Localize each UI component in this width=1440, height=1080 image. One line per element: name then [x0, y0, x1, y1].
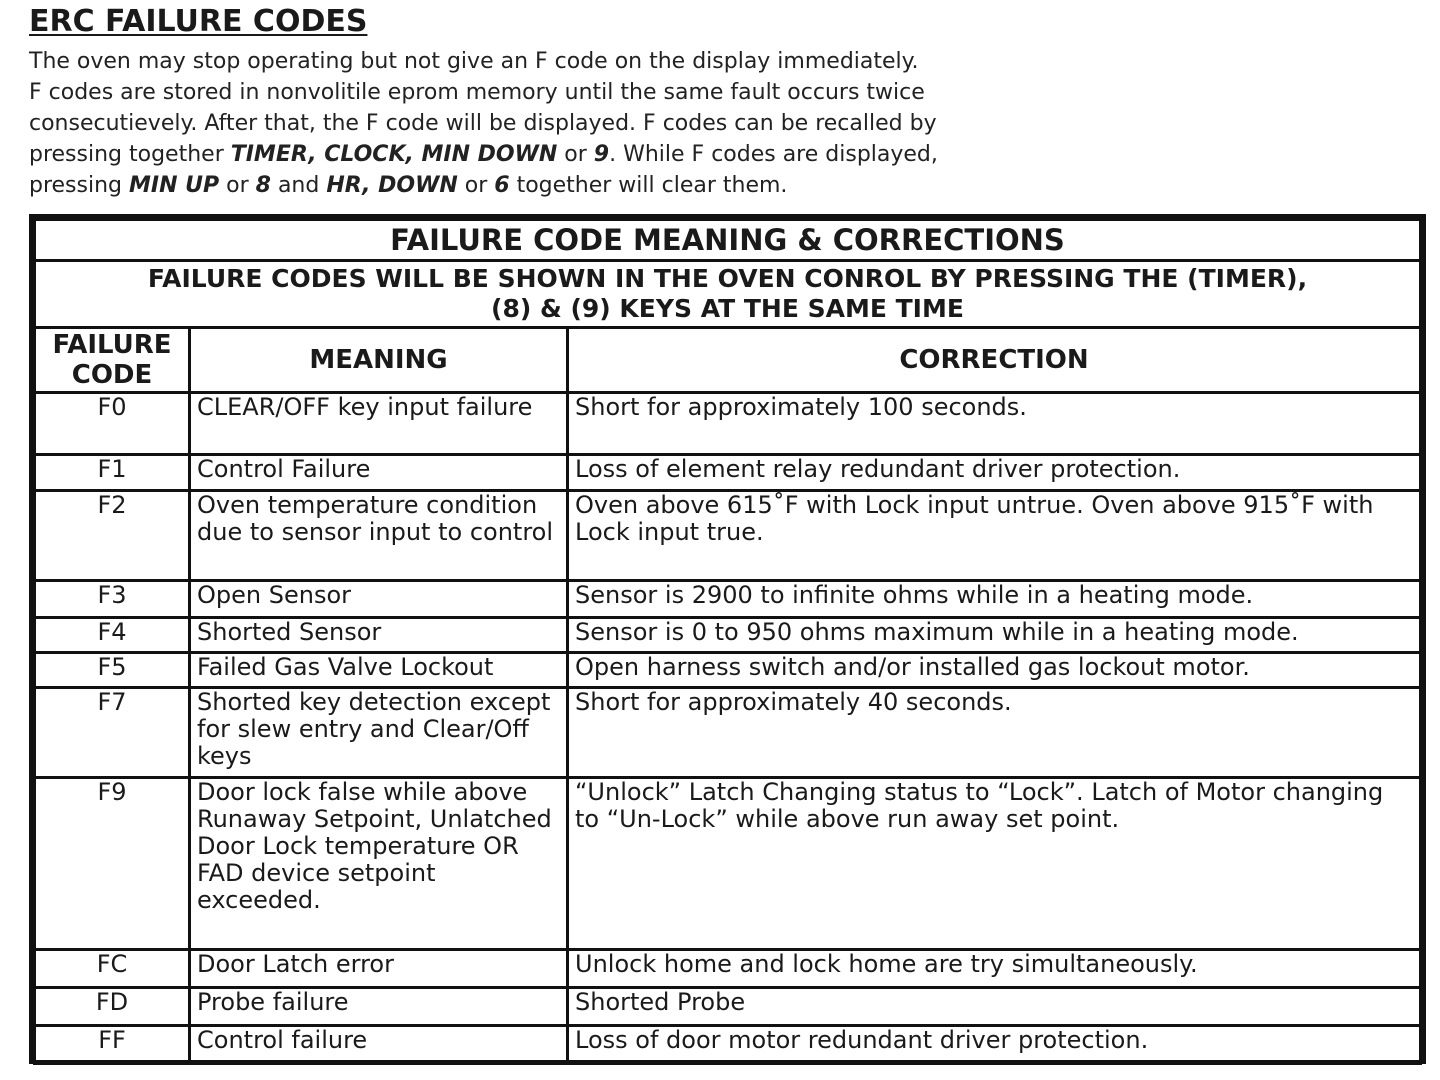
- correction-cell: Open harness switch and/or installed gas lockout motor.: [568, 653, 1421, 688]
- table-subtitle-row: [35, 261, 1421, 328]
- header-failure-code-line-2: CODE: [71, 360, 153, 390]
- table-row: [35, 618, 1421, 653]
- meaning-cell: Door lock false while above Runaway Setpoint, Unlatched Door Lock temperature OR FAD device setpoint exceeded.: [190, 778, 568, 950]
- correction-cell: Oven above 615˚F with Lock input untrue. Oven above 915˚F with Lock input true.: [568, 491, 1421, 581]
- table-title-row: [35, 220, 1421, 261]
- failure-code-cell: F7: [35, 688, 190, 778]
- intro-line-2: F codes are stored in nonvolitile eprom memory until the same fault occurs twice: [29, 80, 925, 105]
- table-row: [35, 1026, 1421, 1064]
- page-title: ERC FAILURE CODES: [29, 4, 368, 39]
- key-8: 8: [255, 173, 271, 198]
- key-combo-recall: TIMER, CLOCK, MIN DOWN: [230, 142, 558, 167]
- failure-code-cell: F0: [35, 393, 190, 455]
- meaning-cell: Shorted key detection except for slew entry and Clear/Off keys: [190, 688, 568, 778]
- intro-line-5: [29, 170, 1429, 201]
- intro-text: . While F codes are displayed,: [609, 142, 938, 167]
- intro-text: and: [270, 173, 327, 198]
- meaning-cell: Control failure: [190, 1026, 568, 1064]
- correction-cell: “Unlock” Latch Changing status to “Lock”. Latch of Motor changing to “Un-Lock” while above run away set point.: [568, 778, 1421, 950]
- key-hr-down: HR, DOWN: [326, 173, 458, 198]
- correction-cell: Short for approximately 40 seconds.: [568, 688, 1421, 778]
- intro-line-4: [29, 139, 1429, 170]
- intro-text: or: [219, 173, 256, 198]
- meaning-cell: Shorted Sensor: [190, 618, 568, 653]
- intro-text: together will clear them.: [509, 173, 788, 198]
- intro-line-3: consecutievely. After that, the F code will be displayed. F codes can be recalled by: [29, 111, 937, 136]
- correction-cell: Short for approximately 100 seconds.: [568, 393, 1421, 455]
- table-subtitle: [35, 261, 1421, 328]
- correction-cell: Shorted Probe: [568, 988, 1421, 1026]
- failure-code-table-frame: [29, 214, 1426, 1064]
- meaning-cell: Oven temperature condition due to sensor input to control: [190, 491, 568, 581]
- meaning-cell: Door Latch error: [190, 950, 568, 988]
- meaning-cell: Probe failure: [190, 988, 568, 1026]
- table-row: [35, 778, 1421, 950]
- document-page: [29, 0, 1429, 1054]
- correction-cell: Unlock home and lock home are try simultaneously.: [568, 950, 1421, 988]
- table-subtitle-line-2: (8) & (9) KEYS AT THE SAME TIME: [491, 294, 964, 323]
- table-row: [35, 688, 1421, 778]
- correction-cell: Sensor is 2900 to infinite ohms while in a heating mode.: [568, 581, 1421, 618]
- failure-code-cell: F4: [35, 618, 190, 653]
- key-min-up: MIN UP: [129, 173, 220, 198]
- correction-cell: Sensor is 0 to 950 ohms maximum while in a heating mode.: [568, 618, 1421, 653]
- correction-cell: Loss of door motor redundant driver protection.: [568, 1026, 1421, 1064]
- failure-code-cell: F5: [35, 653, 190, 688]
- table-row: [35, 393, 1421, 455]
- table-title: FAILURE CODE MEANING & CORRECTIONS: [35, 220, 1421, 261]
- table-row: [35, 988, 1421, 1026]
- correction-cell: Loss of element relay redundant driver protection.: [568, 455, 1421, 491]
- table-row: [35, 653, 1421, 688]
- intro-text: or: [457, 173, 495, 198]
- intro-text: pressing: [29, 173, 129, 198]
- table-row: [35, 455, 1421, 491]
- meaning-cell: Control Failure: [190, 455, 568, 491]
- header-meaning: MEANING: [190, 328, 568, 393]
- failure-code-cell: F1: [35, 455, 190, 491]
- failure-code-cell: F9: [35, 778, 190, 950]
- intro-text: pressing together: [29, 142, 231, 167]
- table-header-row: [35, 328, 1421, 393]
- header-correction: CORRECTION: [568, 328, 1421, 393]
- table-row: [35, 950, 1421, 988]
- meaning-cell: Open Sensor: [190, 581, 568, 618]
- table-subtitle-line-1: FAILURE CODES WILL BE SHOWN IN THE OVEN CONROL BY PRESSING THE (TIMER),: [147, 264, 1308, 293]
- intro-line-1: The oven may stop operating but not give an F code on the display immediately.: [29, 49, 919, 74]
- intro-text: or: [557, 142, 594, 167]
- key-9: 9: [593, 142, 610, 167]
- meaning-cell: CLEAR/OFF key input failure: [190, 393, 568, 455]
- failure-code-cell: FD: [35, 988, 190, 1026]
- key-6: 6: [494, 173, 510, 198]
- intro-paragraph: [29, 46, 1429, 201]
- table-row: [35, 491, 1421, 581]
- header-failure-code-line-1: FAILURE: [52, 330, 172, 360]
- failure-code-cell: FF: [35, 1026, 190, 1064]
- meaning-cell: Failed Gas Valve Lockout: [190, 653, 568, 688]
- failure-code-cell: F2: [35, 491, 190, 581]
- failure-code-cell: F3: [35, 581, 190, 618]
- failure-code-table: [33, 218, 1422, 1065]
- table-row: [35, 581, 1421, 618]
- failure-code-cell: FC: [35, 950, 190, 988]
- header-failure-code: [35, 328, 190, 393]
